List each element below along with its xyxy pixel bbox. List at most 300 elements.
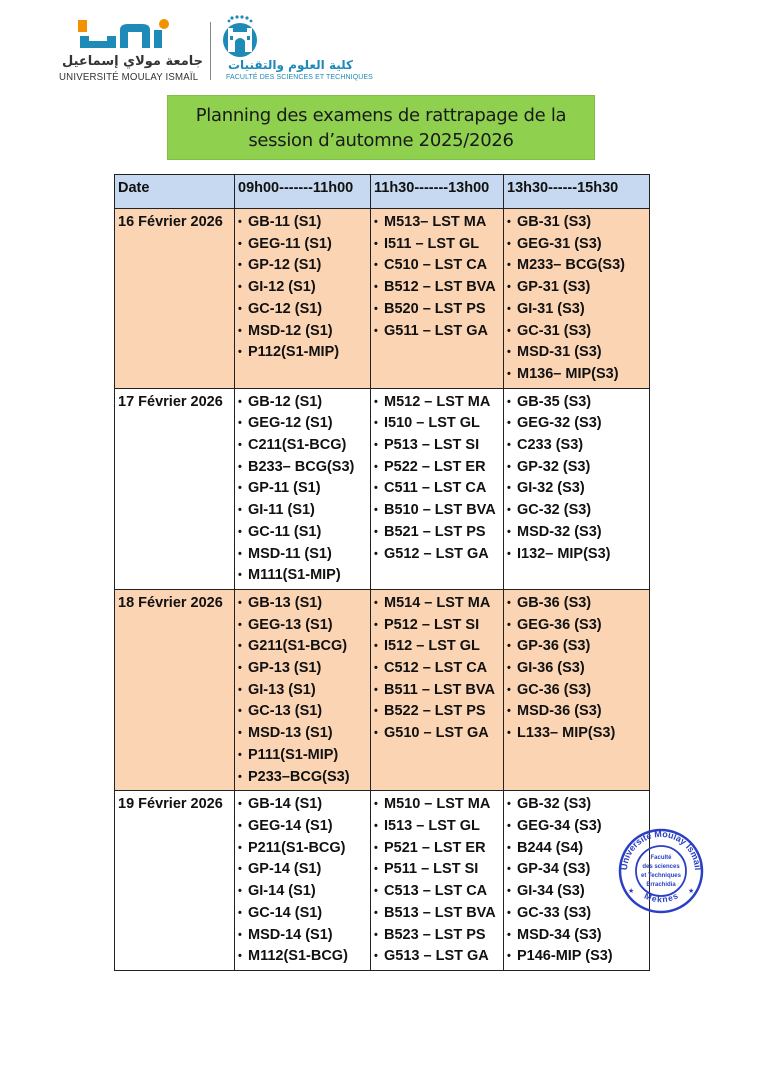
exam-code: GP-14 (S1)	[248, 861, 322, 878]
exam-item	[238, 593, 370, 615]
bullet-icon: •	[238, 395, 242, 408]
exam-code: L133– MIP(S3)	[517, 725, 616, 742]
exam-code: GI-31 (S3)	[517, 300, 585, 317]
exam-code: GI-11 (S1)	[248, 502, 315, 519]
bullet-icon: •	[374, 395, 378, 408]
exam-slot-2-cell	[371, 589, 504, 790]
exam-code: C510 – LST CA	[384, 257, 488, 274]
exam-item	[374, 299, 503, 321]
exam-item	[507, 723, 649, 745]
exam-item	[238, 435, 370, 457]
exam-code: MSD-13 (S1)	[248, 725, 333, 742]
exam-item	[507, 277, 649, 299]
exam-code: GI-36 (S3)	[517, 660, 585, 677]
exam-item	[238, 794, 370, 816]
exam-item	[238, 342, 370, 364]
stamp-inner-line-4: Errachidia	[646, 882, 676, 888]
exam-item	[238, 234, 370, 256]
exam-slot-3-cell	[504, 589, 650, 790]
bullet-icon: •	[507, 504, 511, 517]
bullet-icon: •	[374, 950, 378, 963]
bullet-icon: •	[374, 906, 378, 919]
stamp-outer-top: Université Moulay Ismaïl	[618, 828, 704, 871]
table-body	[115, 209, 650, 971]
faculty-logo	[218, 12, 373, 82]
exam-code: GB-11 (S1)	[248, 214, 322, 230]
faculty-name-arabic: كلية العلوم والتقنيات	[228, 58, 353, 72]
exam-code: C211(S1-BCG)	[248, 437, 347, 454]
date-cell: 17 Février 2026	[115, 388, 235, 589]
table-header-row	[115, 175, 650, 209]
exam-item	[374, 234, 503, 256]
exam-code: M512 – LST MA	[384, 393, 491, 410]
exam-item	[238, 636, 370, 658]
exam-code: I132– MIP(S3)	[517, 545, 611, 562]
bullet-icon: •	[238, 237, 242, 250]
exam-item	[374, 392, 503, 414]
bullet-icon: •	[238, 906, 242, 919]
exam-code: GI-32 (S3)	[517, 480, 585, 497]
bullet-icon: •	[238, 705, 242, 718]
exam-item	[238, 925, 370, 947]
exam-item	[374, 903, 503, 925]
exam-code: G511 – LST GA	[384, 322, 488, 339]
exam-item	[374, 946, 503, 968]
exam-item	[507, 435, 649, 457]
exam-code: P233–BCG(S3)	[248, 768, 350, 785]
exam-item	[507, 925, 649, 947]
exam-item	[238, 903, 370, 925]
bullet-icon: •	[374, 863, 378, 876]
exam-code: P111(S1-MIP)	[248, 746, 339, 763]
bullet-icon: •	[238, 504, 242, 517]
exam-code: M510 – LST MA	[384, 796, 491, 813]
bullet-icon: •	[507, 547, 511, 560]
bullet-icon: •	[507, 705, 511, 718]
exam-code: B523 – LST PS	[384, 926, 486, 943]
exam-item	[374, 859, 503, 881]
exam-item	[238, 544, 370, 566]
exam-code: G512 – LST GA	[384, 545, 489, 562]
exam-code: G510 – LST GA	[384, 725, 489, 742]
exam-code: C511 – LST CA	[384, 480, 487, 497]
header-logos	[58, 12, 373, 83]
exam-item	[238, 212, 370, 234]
exam-code: M112(S1-BCG)	[248, 948, 348, 965]
stamp-outer-bottom: Meknes	[642, 890, 680, 905]
exam-item	[507, 234, 649, 256]
document-title	[167, 95, 595, 160]
exam-code: GB-31 (S3)	[517, 214, 592, 230]
bullet-icon: •	[374, 885, 378, 898]
column-header-slot-1: 09h00-------11h00	[235, 175, 371, 209]
exam-item	[238, 745, 370, 767]
exam-item	[374, 255, 503, 277]
exam-item	[374, 615, 503, 637]
exam-item	[238, 859, 370, 881]
exam-code: GB-32 (S3)	[517, 796, 592, 813]
exam-schedule-table	[114, 174, 650, 971]
table-row	[115, 589, 650, 790]
bullet-icon: •	[238, 596, 242, 609]
bullet-icon: •	[507, 346, 511, 359]
stamp-inner-line-2: des sciences	[642, 864, 680, 870]
bullet-icon: •	[507, 596, 511, 609]
exam-code: B520 – LST PS	[384, 300, 486, 317]
bullet-icon: •	[238, 547, 242, 560]
bullet-icon: •	[374, 727, 378, 740]
exam-item	[374, 636, 503, 658]
stamp-inner-line-3: et Techniques	[641, 873, 681, 879]
bullet-icon: •	[238, 950, 242, 963]
bullet-icon: •	[374, 439, 378, 452]
exam-item	[238, 299, 370, 321]
exam-code: M111(S1-MIP)	[248, 567, 341, 584]
exam-item	[374, 277, 503, 299]
exam-code: GEG-36 (S3)	[517, 616, 602, 633]
exam-item	[507, 701, 649, 723]
faculty-emblem-icon	[218, 14, 262, 58]
exam-item	[374, 794, 503, 816]
exam-slot-1-cell	[235, 388, 371, 589]
exam-code: P522 – LST ER	[384, 458, 486, 475]
exam-code: MSD-32 (S3)	[517, 523, 602, 540]
title-line-2: session d’automne 2025/2026	[248, 129, 514, 151]
exam-item	[238, 413, 370, 435]
exam-code: G513 – LST GA	[384, 948, 489, 965]
bullet-icon: •	[374, 525, 378, 538]
exam-item	[374, 544, 503, 566]
exam-code: GP-34 (S3)	[517, 861, 591, 878]
exam-code: GB-35 (S3)	[517, 393, 592, 410]
exam-item	[507, 680, 649, 702]
exam-slot-2-cell	[371, 388, 504, 589]
bullet-icon: •	[238, 885, 242, 898]
exam-item	[374, 680, 503, 702]
exam-code: M513– LST MA	[384, 214, 487, 230]
title-line-1: Planning des examens de rattrapage de la	[195, 104, 567, 126]
exam-code: GP-31 (S3)	[517, 279, 591, 296]
exam-code: I512 – LST GL	[384, 638, 480, 655]
exam-code: M514 – LST MA	[384, 594, 491, 611]
bullet-icon: •	[374, 302, 378, 315]
exam-code: B513 – LST BVA	[384, 904, 496, 921]
exam-item	[238, 680, 370, 702]
exam-item	[507, 478, 649, 500]
table-row	[115, 388, 650, 589]
exam-item	[507, 658, 649, 680]
exam-code: B511 – LST BVA	[384, 681, 495, 698]
bullet-icon: •	[507, 928, 511, 941]
bullet-icon: •	[238, 259, 242, 272]
exam-code: MSD-14 (S1)	[248, 926, 333, 943]
logo-divider	[210, 22, 211, 80]
exam-code: G211(S1-BCG)	[248, 638, 348, 655]
date-cell: 19 Février 2026	[115, 791, 235, 971]
exam-item	[238, 522, 370, 544]
university-logo	[58, 12, 203, 83]
exam-item	[507, 500, 649, 522]
exam-code: GP-12 (S1)	[248, 257, 322, 274]
exam-code: MSD-11 (S1)	[248, 545, 332, 562]
bullet-icon: •	[238, 683, 242, 696]
bullet-icon: •	[507, 863, 511, 876]
exam-item	[238, 321, 370, 343]
column-header-slot-3: 13h30------15h30	[504, 175, 650, 209]
exam-code: C513 – LST CA	[384, 883, 488, 900]
exam-code: B512 – LST BVA	[384, 279, 496, 296]
exam-code: GC-12 (S1)	[248, 300, 323, 317]
exam-code: B522 – LST PS	[384, 703, 486, 720]
bullet-icon: •	[507, 885, 511, 898]
column-header-date: Date	[115, 175, 235, 209]
bullet-icon: •	[507, 237, 511, 250]
exam-code: GB-13 (S1)	[248, 594, 323, 611]
exam-item	[507, 522, 649, 544]
exam-item	[374, 925, 503, 947]
bullet-icon: •	[374, 259, 378, 272]
bullet-icon: •	[238, 302, 242, 315]
bullet-icon: •	[374, 841, 378, 854]
exam-code: GI-34 (S3)	[517, 883, 585, 900]
exam-code: GEG-11 (S1)	[248, 235, 332, 252]
bullet-icon: •	[507, 302, 511, 315]
bullet-icon: •	[374, 482, 378, 495]
exam-code: GP-36 (S3)	[517, 638, 591, 655]
official-stamp-icon	[617, 827, 705, 915]
bullet-icon: •	[238, 928, 242, 941]
exam-code: GI-13 (S1)	[248, 681, 316, 698]
exam-item	[238, 723, 370, 745]
bullet-icon: •	[507, 727, 511, 740]
exam-code: GI-12 (S1)	[248, 279, 316, 296]
bullet-icon: •	[507, 367, 511, 380]
exam-code: M136– MIP(S3)	[517, 365, 619, 382]
exam-item	[374, 321, 503, 343]
exam-item	[374, 816, 503, 838]
university-name-arabic: جامعة مولاي إسماعيل	[62, 54, 203, 69]
exam-code: P512 – LST SI	[384, 616, 480, 633]
exam-item	[374, 723, 503, 745]
table-row	[115, 209, 650, 389]
exam-item	[238, 615, 370, 637]
bullet-icon: •	[507, 819, 511, 832]
exam-item	[238, 701, 370, 723]
exam-item	[507, 794, 649, 816]
exam-item	[507, 255, 649, 277]
bullet-icon: •	[507, 618, 511, 631]
umi-logo-icon	[76, 18, 176, 52]
bullet-icon: •	[507, 281, 511, 294]
exam-item	[507, 593, 649, 615]
bullet-icon: •	[507, 950, 511, 963]
bullet-icon: •	[374, 417, 378, 430]
bullet-icon: •	[507, 662, 511, 675]
bullet-icon: •	[238, 216, 242, 228]
exam-item	[507, 457, 649, 479]
stamp-star-right-icon: ★	[688, 888, 695, 895]
bullet-icon: •	[507, 841, 511, 854]
exam-item	[374, 701, 503, 723]
exam-code: I510 – LST GL	[384, 415, 480, 432]
exam-code: B233– BCG(S3)	[248, 458, 355, 475]
bullet-icon: •	[507, 683, 511, 696]
exam-item	[374, 593, 503, 615]
exam-code: GC-14 (S1)	[248, 904, 323, 921]
bullet-icon: •	[374, 324, 378, 337]
exam-code: GEG-13 (S1)	[248, 616, 333, 633]
bullet-icon: •	[238, 482, 242, 495]
exam-slot-1-cell	[235, 589, 371, 790]
exam-code: GP-13 (S1)	[248, 660, 322, 677]
exam-item	[374, 457, 503, 479]
exam-item	[507, 342, 649, 364]
bullet-icon: •	[507, 439, 511, 452]
svg-text:Meknes	[643, 890, 680, 904]
exam-item	[507, 212, 649, 234]
bullet-icon: •	[507, 640, 511, 653]
exam-code: C233 (S3)	[517, 437, 584, 454]
bullet-icon: •	[374, 640, 378, 653]
exam-code: M233– BCG(S3)	[517, 257, 625, 274]
exam-code: P513 – LST SI	[384, 437, 480, 454]
bullet-icon: •	[238, 798, 242, 811]
exam-item	[238, 277, 370, 299]
bullet-icon: •	[507, 906, 511, 919]
bullet-icon: •	[238, 640, 242, 653]
exam-slot-1-cell	[235, 791, 371, 971]
exam-code: GC-32 (S3)	[517, 502, 592, 519]
column-header-slot-2: 11h30-------13h00	[371, 175, 504, 209]
exam-code: GEG-14 (S1)	[248, 817, 333, 834]
bullet-icon: •	[507, 216, 511, 228]
exam-item	[374, 435, 503, 457]
exam-item	[374, 838, 503, 860]
exam-code: P146-MIP (S3)	[517, 948, 613, 965]
bullet-icon: •	[507, 324, 511, 337]
exam-item	[238, 946, 370, 968]
bullet-icon: •	[238, 439, 242, 452]
bullet-icon: •	[238, 748, 242, 761]
exam-code: GC-36 (S3)	[517, 681, 592, 698]
exam-item	[238, 816, 370, 838]
bullet-icon: •	[238, 525, 242, 538]
exam-item	[507, 544, 649, 566]
exam-item	[374, 658, 503, 680]
bullet-icon: •	[238, 281, 242, 294]
exam-code: B521 – LST PS	[384, 523, 486, 540]
exam-code: GB-12 (S1)	[248, 393, 323, 410]
exam-code: B244 (S4)	[517, 839, 584, 856]
bullet-icon: •	[238, 770, 242, 783]
exam-code: GP-32 (S3)	[517, 458, 591, 475]
exam-code: MSD-12 (S1)	[248, 322, 333, 339]
exam-slot-1-cell	[235, 209, 371, 389]
bullet-icon: •	[374, 460, 378, 473]
exam-item	[374, 881, 503, 903]
exam-slot-2-cell	[371, 791, 504, 971]
exam-code: I511 – LST GL	[384, 235, 480, 252]
exam-item	[238, 392, 370, 414]
exam-item	[238, 255, 370, 277]
exam-code: P511 – LST SI	[384, 861, 479, 878]
exam-code: P112(S1-MIP)	[248, 344, 340, 361]
exam-code: GEG-32 (S3)	[517, 415, 602, 432]
university-name-french: UNIVERSITÉ MOULAY ISMAÏL	[59, 71, 199, 83]
exam-code: GC-31 (S3)	[517, 322, 592, 339]
exam-item	[507, 946, 649, 968]
bullet-icon: •	[374, 547, 378, 560]
exam-code: P521 – LST ER	[384, 839, 486, 856]
exam-item	[507, 299, 649, 321]
bullet-icon: •	[238, 324, 242, 337]
bullet-icon: •	[238, 863, 242, 876]
exam-code: C512 – LST CA	[384, 660, 488, 677]
exam-code: GC-33 (S3)	[517, 904, 592, 921]
exam-item	[238, 658, 370, 680]
exam-code: I513 – LST GL	[384, 817, 480, 834]
exam-item	[238, 500, 370, 522]
bullet-icon: •	[238, 841, 242, 854]
exam-item	[374, 522, 503, 544]
bullet-icon: •	[238, 346, 242, 359]
exam-item	[374, 413, 503, 435]
exam-item	[238, 565, 370, 587]
exam-code: B510 – LST BVA	[384, 502, 496, 519]
bullet-icon: •	[507, 395, 511, 408]
exam-slot-3-cell	[504, 209, 650, 389]
bullet-icon: •	[507, 798, 511, 811]
exam-code: GC-11 (S1)	[248, 523, 322, 540]
exam-item	[507, 636, 649, 658]
bullet-icon: •	[374, 216, 378, 228]
exam-code: GEG-31 (S3)	[517, 235, 602, 252]
bullet-icon: •	[238, 417, 242, 430]
exam-code: MSD-31 (S3)	[517, 344, 602, 361]
exam-code: GI-14 (S1)	[248, 883, 316, 900]
bullet-icon: •	[507, 460, 511, 473]
bullet-icon: •	[238, 662, 242, 675]
exam-item	[507, 615, 649, 637]
exam-code: GEG-34 (S3)	[517, 817, 602, 834]
bullet-icon: •	[507, 417, 511, 430]
table-row	[115, 791, 650, 971]
exam-item	[374, 500, 503, 522]
bullet-icon: •	[507, 525, 511, 538]
exam-item	[374, 212, 503, 234]
exam-code: GP-11 (S1)	[248, 480, 321, 497]
bullet-icon: •	[507, 259, 511, 272]
bullet-icon: •	[374, 798, 378, 811]
exam-slot-2-cell	[371, 209, 504, 389]
stamp-inner-line-1: Faculté	[650, 855, 672, 861]
exam-code: GC-13 (S1)	[248, 703, 323, 720]
bullet-icon: •	[238, 460, 242, 473]
bullet-icon: •	[238, 727, 242, 740]
faculty-name-french: FACULTÉ DES SCIENCES ET TECHNIQUES	[226, 74, 373, 81]
bullet-icon: •	[374, 596, 378, 609]
date-cell: 16 Février 2026	[115, 209, 235, 389]
exam-slot-3-cell	[504, 388, 650, 589]
bullet-icon: •	[238, 819, 242, 832]
exam-code: MSD-34 (S3)	[517, 926, 602, 943]
bullet-icon: •	[507, 482, 511, 495]
stamp-star-left-icon: ★	[628, 888, 635, 895]
exam-code: MSD-36 (S3)	[517, 703, 602, 720]
exam-item	[238, 478, 370, 500]
exam-item	[507, 413, 649, 435]
bullet-icon: •	[374, 819, 378, 832]
